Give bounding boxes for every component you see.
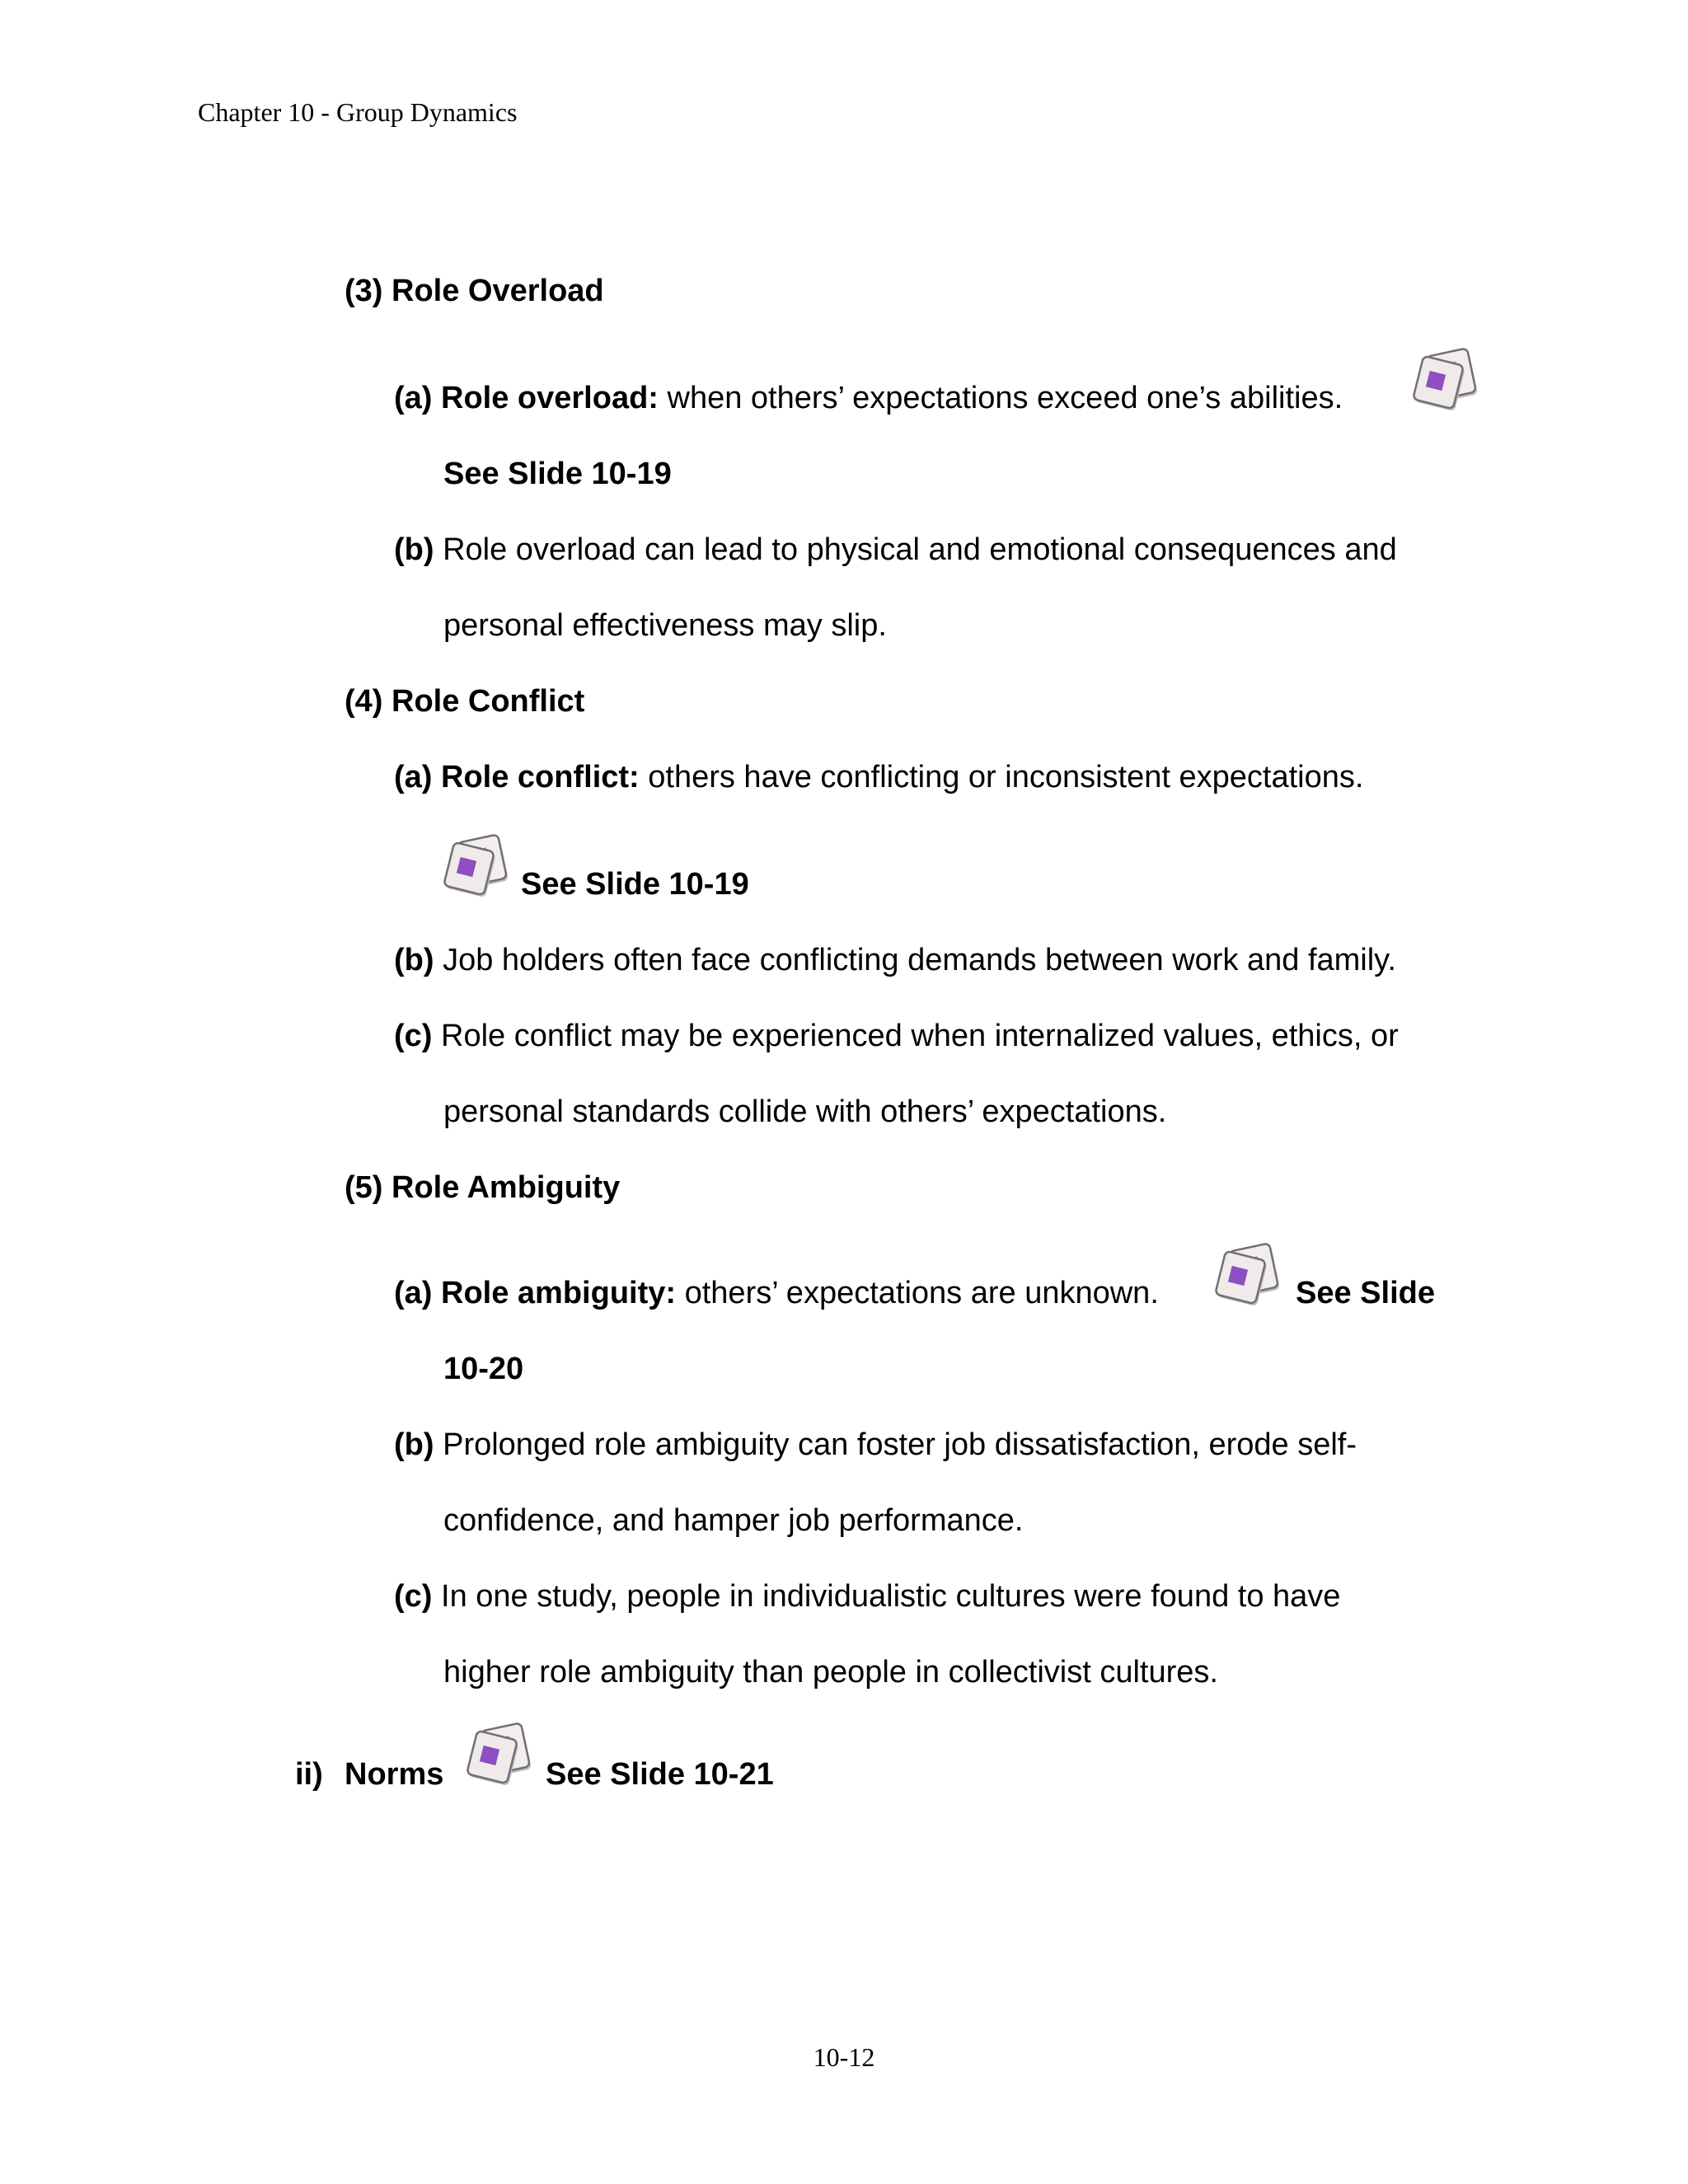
slide-reference: See Slide — [1296, 1276, 1435, 1310]
slide-reference-icon — [442, 834, 511, 897]
list-marker: (b) — [394, 532, 434, 567]
item-role-overload-a — [394, 382, 1343, 414]
list-marker: (a) — [394, 760, 433, 794]
section-heading-role-overload: (3) Role Overload — [345, 274, 604, 308]
page-header: Chapter 10 - Group Dynamics — [198, 97, 518, 127]
slide-reference-icon — [465, 1722, 534, 1785]
item-role-ambiguity-c — [394, 1581, 1340, 1612]
section-heading-role-ambiguity: (5) Role Ambiguity — [345, 1170, 621, 1205]
slide-reference: See Slide 10-19 — [443, 457, 672, 491]
item-text-continued: higher role ambiguity than people in collectivist cultures. — [443, 1655, 1218, 1690]
term-role-conflict: Role conflict: — [441, 760, 640, 794]
item-text: Job holders often face conflicting demands between work and family. — [443, 943, 1396, 977]
list-marker: (c) — [394, 1579, 433, 1614]
item-text: Prolonged role ambiguity can foster job dissatisfaction, erode self- — [443, 1427, 1357, 1462]
item-norms-marker: ii) — [295, 1757, 323, 1792]
item-text: Role overload can lead to physical and emotional consequences and — [443, 532, 1397, 567]
item-text-continued: personal standards collide with others’ expectations. — [443, 1094, 1167, 1129]
section-heading-norms: Norms — [345, 1757, 444, 1792]
item-role-conflict-a — [394, 762, 1363, 793]
term-role-overload: Role overload: — [441, 381, 659, 415]
definition-text: when others’ expectations exceed one’s abilities. — [658, 381, 1343, 415]
item-role-conflict-b — [394, 944, 1396, 976]
list-marker: (a) — [394, 381, 433, 415]
item-role-ambiguity-a — [394, 1277, 1159, 1309]
item-text-continued: personal effectiveness may slip. — [443, 608, 887, 643]
list-marker: (b) — [394, 1427, 434, 1462]
definition-text: others’ expectations are unknown. — [676, 1276, 1159, 1310]
slide-reference: See Slide 10-19 — [521, 867, 749, 902]
page-number: 10-12 — [813, 2042, 875, 2072]
item-role-ambiguity-b — [394, 1429, 1357, 1460]
list-marker: (c) — [394, 1019, 433, 1053]
item-text-continued: confidence, and hamper job performance. — [443, 1503, 1024, 1538]
slide-reference: See Slide 10-21 — [546, 1757, 774, 1792]
section-heading-role-conflict: (4) Role Conflict — [345, 684, 585, 719]
item-role-conflict-c — [394, 1020, 1399, 1052]
definition-text: others have conflicting or inconsistent expectations. — [639, 760, 1364, 794]
item-text: Role conflict may be experienced when internalized values, ethics, or — [441, 1019, 1399, 1053]
item-text: In one study, people in individualistic cultures were found to have — [441, 1579, 1341, 1614]
list-marker: (a) — [394, 1276, 433, 1310]
list-marker: (b) — [394, 943, 434, 977]
slide-reference-number: 10-20 — [443, 1352, 524, 1386]
slide-reference-icon — [1411, 348, 1480, 410]
slide-reference-icon — [1213, 1243, 1282, 1305]
term-role-ambiguity: Role ambiguity: — [441, 1276, 677, 1310]
item-role-overload-b — [394, 534, 1397, 565]
